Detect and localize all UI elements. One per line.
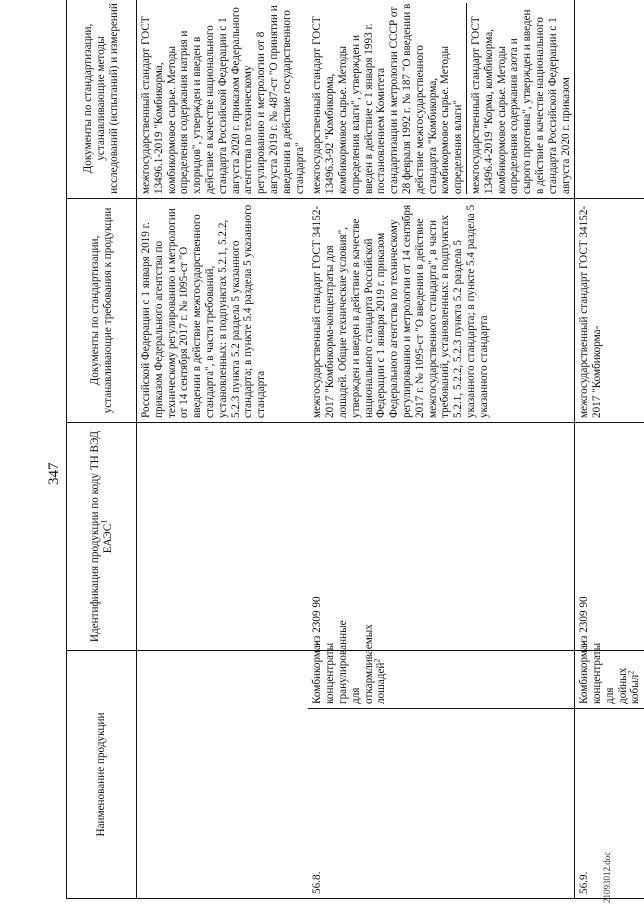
product-name-text: Комбикорма-концентраты гранулированные для откармливаемых лошадей — [311, 620, 388, 704]
table-row-continued — [137, 0, 309, 899]
cell-code-empty — [137, 423, 309, 651]
product-name-56-9 — [575, 641, 644, 709]
header-methods: Документы по стандартизации, устанавливающие методы исследований (испытаний) и измерений — [67, 0, 137, 199]
requirements-56-8 — [308, 199, 574, 423]
methods-56-9-empty — [575, 0, 644, 199]
requirements-text: межгосударственный стандарт ГОСТ 34152-2017 "Комбикорма-концентраты для лошадей. Общие технические условия", утвержден и введен в действие в качестве национального стандарта Российской Федерации с 1 января 2019 г. приказом Федерального агентства по техническому регулированию и метрологии от 14 сентября 2017 г. № 1095-ст "О введении в действие межгосударственного стандарта", в части требований, установленных: в подпунктах 5.2.1, 5.2.2, 5.2.3 пункта 5.2 раздела 5 указанного стандарта; в пункте 5.4 раздела 5 указанного стандарта — [311, 204, 490, 418]
requirements-text: Российской Федерации с 1 января 2019 г. приказом Федерального агентства по техническому регулированию и метрологии от 14 сентября 2017 г. № 1095-ст "О введении в действие межгосударственного стандарта", в части требований, установленных: в подпунктах 5.2.1, 5.2.2, 5.2.3 пункта 5.2 раздела 5 указанного стандарта; в пункте 5.4 раздела 5 указанного стандарта — [140, 204, 268, 418]
methods-text: межгосударственный стандарт ГОСТ 13496.1-2019 "Комбикорма, комбикормовое сырье. Методы определения содержания натрия и хлоридов", утвержден и введен в действие в качестве национального стандарта Российской Федерации с 1 августа 2020 г. приказом Федерального агентства по техническому регулированию и метрологии от 8 августа 2019 г. № 487-ст "О принятии и введении в действие государственного стандарта" — [140, 5, 306, 194]
requirements-56-9 — [575, 199, 644, 423]
row-number-56-9: 56.9. — [575, 709, 644, 899]
header-product: Наименование продукции — [67, 651, 137, 899]
header-requirements: Документы по стандартизации, устанавливающие требования к продукции — [67, 199, 137, 423]
product-name-footnote: 2 — [372, 658, 382, 663]
table-header-row — [67, 0, 137, 899]
product-name-text: Комбикорма- концентраты для дойных кобыл — [578, 641, 642, 704]
header-code-footnote: 1 — [98, 519, 108, 524]
standards-table — [66, 0, 644, 899]
row-number-56-8: 56.8. — [308, 709, 574, 899]
product-code-56-8: из 2309 90 — [308, 423, 574, 651]
requirements-text: межгосударственный стандарт ГОСТ 34152-2017 "Комбикорма- — [578, 205, 604, 418]
page-number: 347 — [46, 462, 62, 485]
header-code-text: Идентификация продукции по коду ТН ВЭД ЕАЭС — [88, 430, 114, 643]
table-row-56-9 — [575, 0, 644, 899]
methods-text-a: межгосударственный стандарт ГОСТ 13496.3-92 "Комбикорма, комбикормовое сырье. Методы определения влаги", утвержден и введен в действие с 1 января 1993 г. постановлением Комитета стандартизации и метрологии СССР от 28 февраля 1992 г. № 187 "О введении в действие межгосударственного стандарта "Комбикорма, комбикормовое сырье. Методы определения влаги" — [311, 3, 467, 194]
table-row-56-8 — [308, 0, 574, 899]
cell-name-empty — [137, 651, 309, 899]
methods-text-b: межгосударственный стандарт ГОСТ 13496.4-2019 "Корма, комбикорма, комбикормовое сырье. Методы определения содержания азота и сырого протеина", утвержден и введен в действие в качестве национального стандарта Российской Федерации с 1 августа 2020 г. приказом — [469, 9, 572, 194]
product-name-footnote: 2 — [626, 670, 636, 675]
header-code — [67, 423, 137, 651]
footer-filename: 21093012.doc — [602, 851, 612, 903]
cell-methods-continued — [137, 0, 309, 199]
cell-requirements-continued — [137, 199, 309, 423]
product-code-56-9: из 2309 90 — [575, 423, 644, 651]
methods-56-8 — [308, 0, 574, 199]
